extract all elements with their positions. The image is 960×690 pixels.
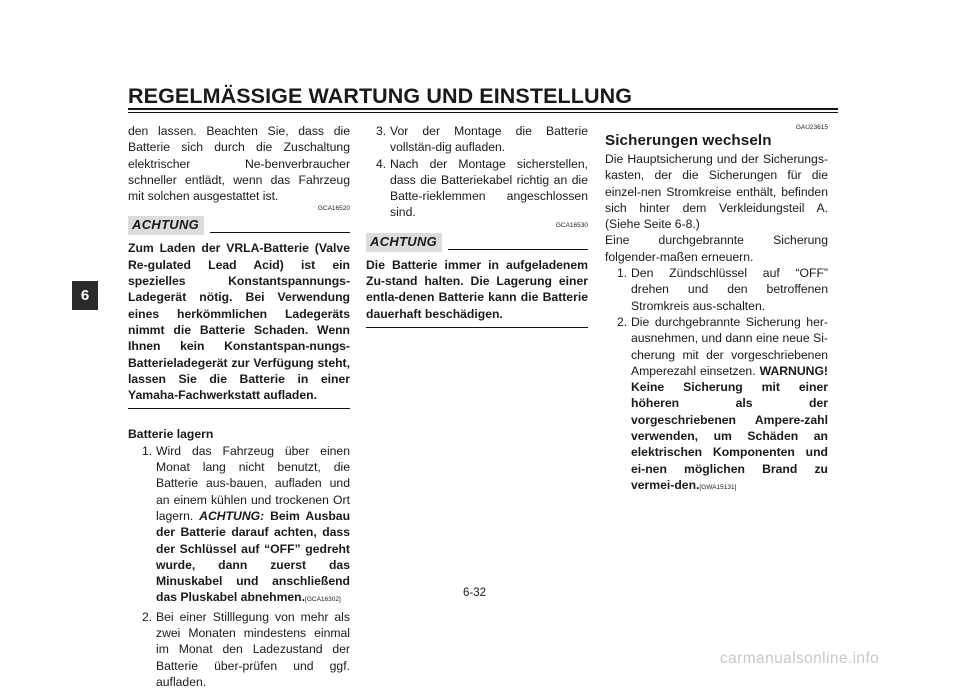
achtung-rule	[448, 249, 588, 250]
list-text: Die durchgebrannte Sicherung her-ausnehmen, und dann eine neue Si-cherung mit der vorgeschriebenen Amperezahl einsetzen.	[631, 314, 828, 378]
battery-intro-text: den lassen. Beachten Sie, dass die Batterie sich durch die Zuschaltung elektrischer Ne-benverbraucher schneller entlädt, wenn das Fahrzeug mit solchen ausgestattet ist.	[128, 124, 350, 204]
title-rule-thin	[128, 112, 838, 113]
list-item	[128, 443, 350, 609]
reference-code: [GCA16302]	[305, 596, 341, 604]
list-item	[605, 265, 828, 314]
section-heading: Sicherungen wechseln	[605, 132, 772, 149]
reference-code: [GWA15131]	[699, 483, 737, 491]
page-number: 6-32	[463, 587, 487, 599]
watermark: carmanualsonline.info	[720, 650, 880, 667]
removal-warning-text: Beim Ausbau der Batterie darauf achten, dass der Schlüssel auf “OFF” gedreht wurde, dann zuerst das Minuskabel und anschließend das Pluskabel abnehmen.	[156, 508, 351, 605]
fuse-warning-text: WARNUNG! Keine Sicherung mit einer höheren als der vorgeschriebenen Ampere-zahl verwenden, um Schäden an elektrischen Komponenten und ei-nen möglichen Brand zu vermei-den.	[631, 363, 828, 492]
storage-warning-text: Die Batterie immer in aufgeladenem Zu-stand halten. Die Lagerung einer entla-denen Batterie kann die Batterie dauerhaft beschädigen.	[366, 257, 588, 321]
achtung-header	[128, 216, 350, 235]
charging-warning-text: Zum Laden der VRLA-Batterie (Valve Re-gulated Lead Acid) ist ein spezielles Konstantspannungs-Ladegerät nötig. Bei Verwendung eines herkömmlichen Ladegeräts nimmt die Batterie Schaden. Wenn Ihnen kein Konstantspan-nungs-Batterieladegerät zur Verfügung steht, lassen Sie die Batterie in einer Yamaha-Fachwerkstatt aufladen.	[128, 241, 350, 403]
list-item	[366, 156, 588, 221]
list-number: 3.	[376, 124, 387, 138]
fuse-replace-text: Eine durchgebrannte Sicherung folgender-maßen erneuern.	[605, 233, 828, 264]
column-3	[605, 123, 828, 496]
reference-code: GCA16530	[555, 221, 588, 229]
list-item	[605, 314, 828, 496]
list-number: 1.	[142, 443, 153, 458]
list-number: 2.	[617, 314, 628, 329]
list-text: Wird das Fahrzeug über einen Monat lang nicht benutzt, die Batterie aus-bauen, aufladen und an einem kühlen und trockenen Ort lagern.	[156, 443, 350, 523]
reference-code: GAU23615	[795, 124, 828, 131]
page-title: REGELMÄSSIGE WARTUNG UND EINSTELLUNG	[128, 84, 633, 108]
list-item	[128, 609, 350, 690]
column-2	[366, 123, 588, 328]
list-text: Bei einer Stilllegung von mehr als zwei Monaten mindestens einmal im Monat den Ladezustand der Batterie über-prüfen und ggf. aufladen.	[156, 609, 350, 689]
title-rule-thick	[128, 108, 838, 110]
achtung-label: ACHTUNG	[366, 233, 442, 252]
achtung-rule	[210, 232, 350, 233]
section-tab[interactable]: 6	[72, 281, 98, 310]
storage-heading: Batterie lagern	[128, 427, 214, 442]
list-text: Vor der Montage die Batterie vollstän-dig aufladen.	[390, 124, 588, 155]
list-text: Nach der Montage sicherstellen, dass die Batteriekabel richtig an die Batte-rieklemmen angeschlossen sind.	[390, 156, 588, 220]
list-item	[366, 123, 588, 156]
list-text: Den Zündschlüssel auf “OFF” drehen und den betroffenen Stromkreis aus-schalten.	[631, 266, 828, 313]
list-number: 4.	[376, 156, 387, 171]
reference-code: GCA16520	[317, 205, 350, 213]
list-number: 1.	[617, 266, 628, 281]
warning-end-rule	[366, 327, 588, 328]
column-1	[128, 123, 350, 690]
achtung-header	[366, 233, 588, 252]
fuse-intro-text: Die Hauptsicherung und der Sicherungs-kasten, der die Sicherungen für die einzel-nen Stromkreise enthält, befinden sich hinter dem Verkleidungsteil A. (Siehe Seite 6-8.)	[605, 152, 828, 232]
achtung-label: ACHTUNG	[128, 216, 204, 235]
list-number: 2.	[142, 609, 153, 624]
achtung-inline-label: ACHTUNG:	[199, 508, 265, 523]
